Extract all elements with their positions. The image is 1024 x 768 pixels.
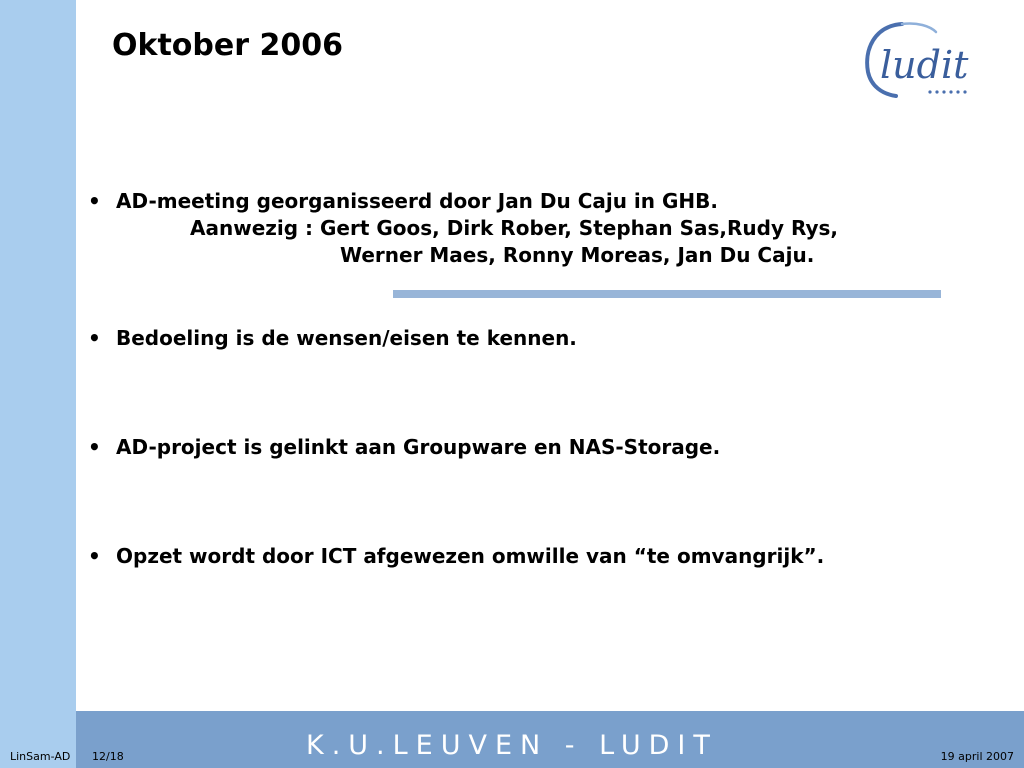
ludit-logo-icon (862, 20, 987, 100)
footer-presentation-name: LinSam-AD (10, 750, 71, 763)
bullet-dot-icon: • (88, 435, 101, 459)
bullet-text: Opzet wordt door ICT afgewezen omwille van “te omvangrijk”. (116, 544, 825, 568)
bullet-dot-icon: • (88, 544, 101, 568)
footer-brand: K.U.LEUVEN - LUDIT (306, 730, 718, 761)
ludit-logo (862, 20, 987, 100)
bullet-item (88, 434, 720, 461)
bullet-text: AD-project is gelinkt aan Groupware en NAS-Storage. (116, 435, 721, 459)
bullet-item (88, 188, 718, 215)
attendees-line: Werner Maes, Ronny Moreas, Jan Du Caju. (340, 243, 815, 267)
left-bar-edge (76, 0, 78, 711)
bullet-dot-icon: • (88, 189, 101, 213)
bullet-item (88, 543, 824, 570)
slide-title: Oktober 2006 (112, 28, 343, 63)
logo-wordmark: ludit (880, 43, 969, 87)
bullet-item (88, 325, 577, 352)
attendees-line: Aanwezig : Gert Goos, Dirk Rober, Stephan Sas,Rudy Rys, (190, 216, 838, 240)
left-accent-bar (0, 0, 76, 768)
divider-bar (393, 290, 941, 298)
bullet-text: AD-meeting georganisseerd door Jan Du Caju in GHB. (116, 189, 718, 213)
footer-page-number: 12/18 (92, 750, 124, 763)
bullet-dot-icon: • (88, 326, 101, 350)
footer-date: 19 april 2007 (940, 750, 1014, 763)
bullet-text: Bedoeling is de wensen/eisen te kennen. (116, 326, 577, 350)
